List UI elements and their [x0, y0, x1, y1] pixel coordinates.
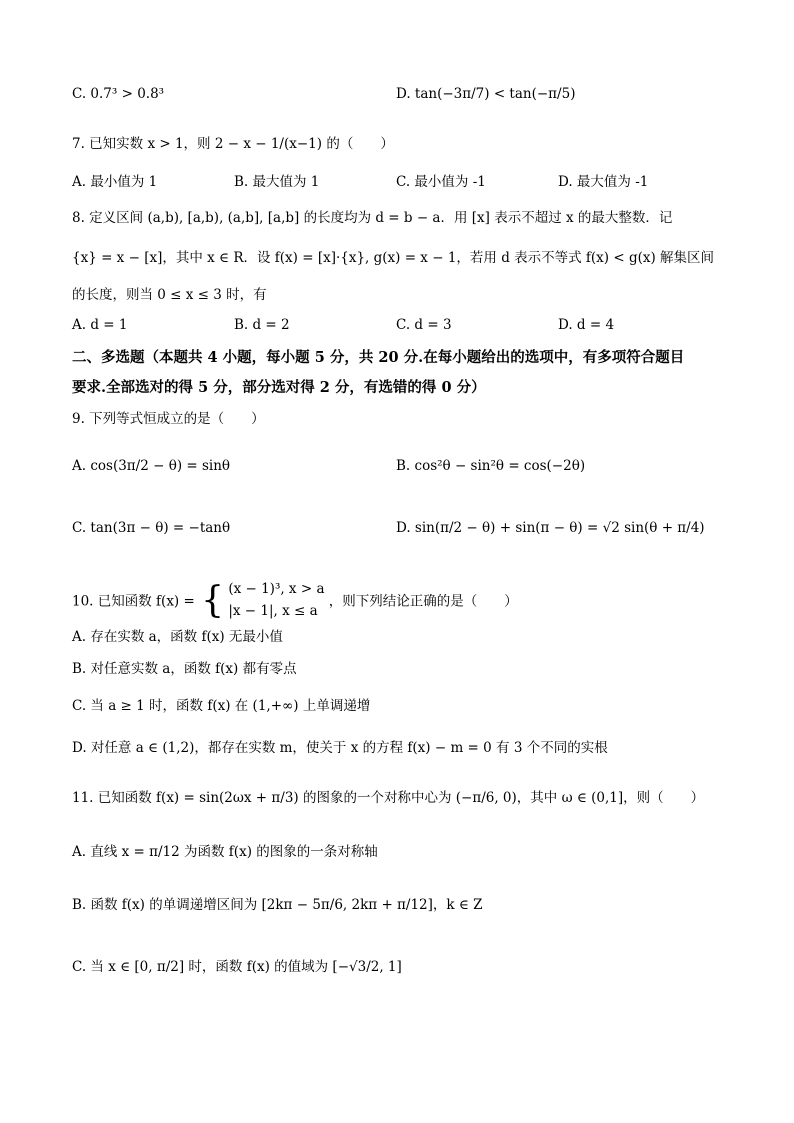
q7-option-b: B. 最大值为 1 — [234, 174, 320, 190]
q7-option-c: C. 最小值为 -1 — [396, 174, 486, 190]
q8-stem-line1: 8. 定义区间 (a,b), [a,b), (a,b], [a,b] 的长度均为 d = b − a．用 [x] 表示不超过 x 的最大整数．记 — [72, 210, 673, 226]
q10-stem — [72, 580, 518, 624]
q11-option-c: C. 当 x ∈ [0, π/2] 时，函数 f(x) 的值域为 [−√3/2, 1] — [72, 959, 402, 975]
q10-case-1: (x − 1)³, x > a — [228, 581, 325, 597]
q8-stem-line2: {x} = x − [x]，其中 x ∈ R．设 f(x) = [x]·{x}, g(x) = x − 1，若用 d 表示不等式 f(x) < g(x) 解集区间 — [72, 250, 715, 266]
q10-option-b: B. 对任意实数 a，函数 f(x) 都有零点 — [72, 661, 297, 677]
q10-piecewise-brace: { — [201, 579, 225, 621]
q8-option-a: A. d = 1 — [72, 317, 128, 333]
q9-option-c: C. tan(3π − θ) = −tanθ — [72, 520, 231, 536]
section2-heading-line1: 二、多选题（本题共 4 小题，每小题 5 分，共 20 分.在每小题给出的选项中，有多项符合题目 — [72, 349, 685, 366]
q11-option-a: A. 直线 x = π/12 为函数 f(x) 的图象的一条对称轴 — [72, 844, 378, 860]
q7-option-a: A. 最小值为 1 — [72, 174, 158, 190]
q9-option-a: A. cos(3π/2 − θ) = sinθ — [72, 458, 231, 474]
q11-option-b: B. 函数 f(x) 的单调递增区间为 [2kπ − 5π/6, 2kπ + π/12]，k ∈ Z — [72, 897, 483, 913]
q10-option-d: D. 对任意 a ∈ (1,2)，都存在实数 m，使关于 x 的方程 f(x) − m = 0 有 3 个不同的实根 — [72, 740, 608, 756]
q11-stem: 11. 已知函数 f(x) = sin(2ωx + π/3) 的图象的一个对称中心为 (−π/6, 0)，其中 ω ∈ (0,1]，则（ ） — [72, 790, 705, 806]
q8-stem-line3: 的长度，则当 0 ≤ x ≤ 3 时，有 — [72, 287, 267, 303]
q9-stem: 9. 下列等式恒成立的是（ ） — [72, 411, 265, 427]
q10-option-c: C. 当 a ≥ 1 时，函数 f(x) 在 (1,+∞) 上单调递增 — [72, 698, 371, 714]
q7-stem: 7. 已知实数 x > 1，则 2 − x − 1/(x−1) 的（ ） — [72, 136, 394, 152]
q9-option-b: B. cos²θ − sin²θ = cos(−2θ) — [396, 458, 586, 474]
q8-option-c: C. d = 3 — [396, 317, 452, 333]
q10-stem-prefix: 10. 已知函数 f(x) = — [72, 593, 195, 610]
q10-piecewise-cases — [228, 578, 324, 622]
q10-option-a: A. 存在实数 a，函数 f(x) 无最小值 — [72, 629, 283, 645]
q10-stem-suffix: ，则下列结论正确的是（ ） — [328, 593, 518, 610]
q9-option-d: D. sin(π/2 − θ) + sin(π − θ) = √2 sin(θ + π/4) — [396, 520, 705, 536]
q8-option-b: B. d = 2 — [234, 317, 290, 333]
q8-option-d: D. d = 4 — [558, 317, 615, 333]
q6-option-c: C. 0.7³ > 0.8³ — [72, 86, 165, 102]
q7-option-d: D. 最大值为 -1 — [558, 174, 649, 190]
section2-heading-line2: 要求.全部选对的得 5 分，部分选对得 2 分，有选错的得 0 分） — [72, 379, 486, 396]
q6-option-d: D. tan(−3π/7) < tan(−π/5) — [396, 86, 576, 102]
q10-case-2: |x − 1|, x ≤ a — [228, 603, 318, 619]
